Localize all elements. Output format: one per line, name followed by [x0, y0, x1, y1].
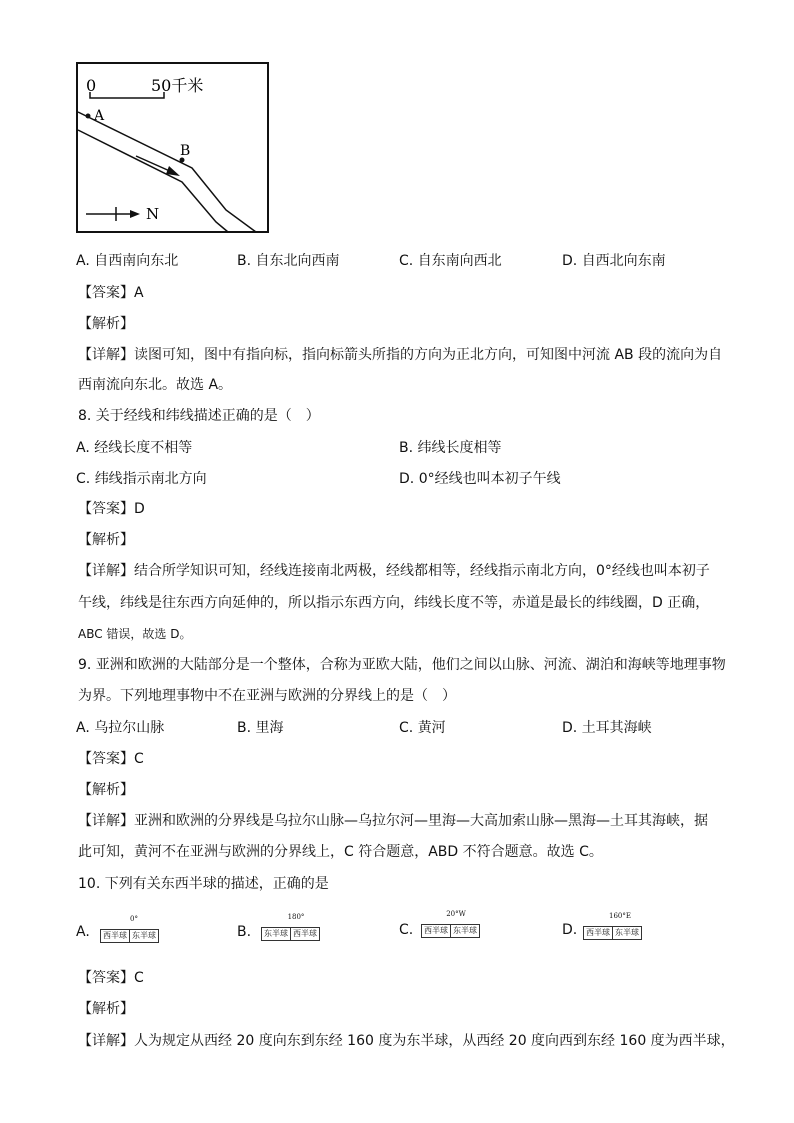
q7-analysis-heading: 【解析】: [78, 316, 134, 332]
q8-option-d-text: 0°经线也叫本初子午线: [418, 471, 561, 487]
q9-option-d: [562, 718, 652, 738]
q10-option-c-meridian: 20°W: [446, 910, 466, 918]
q8-option-a-text: 经线长度不相等: [94, 440, 193, 456]
q10-detail-line-1: 【详解】人为规定从西经 20 度向东到东经 160 度为东半球，从西经 20 度向西到东经 160 度为西半球，: [78, 1033, 735, 1049]
q10-option-b-meridian: 180°: [287, 913, 305, 921]
scale-max-value: 50: [151, 76, 172, 95]
q9-detail-line-2: 此可知，黄河不在亚洲与欧洲的分界线上，C 符合题意，ABD 不符合题意。故选 C。: [78, 844, 603, 860]
q9-option-b-letter: B.: [237, 720, 252, 736]
q7-option-a: [76, 251, 178, 271]
q10-option-a-letter: A.: [76, 924, 90, 940]
q10-option-a-cells: [100, 929, 159, 943]
q9-option-b-text: 里海: [255, 720, 284, 736]
q9-stem-line-1: 9. 亚洲和欧洲的大陆部分是一个整体，合称为亚欧大陆，他们之间以山脉、河流、湖泊和海峡等地理事物: [78, 657, 726, 673]
q7-detail-line-1: 【详解】读图可知，图中有指向标，指向标箭头所指的方向为正北方向，可知图中河流 AB 段的流向为自: [78, 347, 723, 363]
north-label: N: [146, 205, 160, 223]
q9-option-a-text: 乌拉尔山脉: [94, 720, 165, 736]
q9-option-a: [76, 718, 164, 738]
q8-option-c-text: 纬线指示南北方向: [94, 471, 207, 487]
q7-answer: 【答案】A: [78, 285, 144, 301]
q7-detail-line-2: 西南流向东北。故选 A。: [78, 377, 233, 393]
q10-option-c-letter: C.: [399, 922, 414, 938]
q8-option-b: [399, 438, 502, 458]
q10-option-a-meridian: 0°: [130, 915, 138, 923]
q7-option-a-letter: A.: [76, 253, 90, 269]
q7-option-b: [237, 251, 340, 271]
q10-option-d-meridian: 160°E: [609, 912, 631, 920]
q8-option-a: [76, 438, 192, 458]
q7-option-c-letter: C.: [399, 253, 414, 269]
q8-option-c: [76, 469, 207, 489]
q9-option-d-text: 土耳其海峡: [581, 720, 652, 736]
scale-zero-label: 0: [86, 76, 97, 95]
q8-option-c-letter: C.: [76, 471, 91, 487]
q10-option-a-diagram: [98, 915, 170, 947]
q9-option-a-letter: A.: [76, 720, 90, 736]
q7-option-d-letter: D.: [562, 253, 578, 269]
q9-answer: 【答案】C: [78, 751, 144, 767]
q7-option-b-letter: B.: [237, 253, 252, 269]
q9-detail-line-1: 【详解】亚洲和欧洲的分界线是乌拉尔山脉—乌拉尔河—里海—大高加索山脉—黑海—土耳其海峡，据: [78, 813, 708, 829]
q8-option-b-text: 纬线长度相等: [417, 440, 502, 456]
q7-option-b-text: 自东北向西南: [255, 253, 340, 269]
q10-option-a-right: 东半球: [129, 930, 158, 942]
q8-detail-line-3: ABC 错误，故选 D。: [78, 627, 192, 641]
q9-option-d-letter: D.: [562, 720, 578, 736]
q10-option-c-cells: [421, 924, 480, 938]
point-a-dot: [86, 114, 91, 119]
q8-option-d: [399, 469, 561, 489]
q9-option-c: [399, 718, 446, 738]
q10-option-b-diagram: [259, 913, 333, 945]
q10-option-b-letter: B.: [237, 924, 252, 940]
q10-option-d-right: 东半球: [612, 927, 641, 939]
q8-stem: 8. 关于经线和纬线描述正确的是（ ）: [78, 408, 320, 424]
q10-option-d-left: 西半球: [586, 928, 610, 937]
q10-option-b-right: 西半球: [290, 928, 319, 940]
q8-option-b-letter: B.: [399, 440, 414, 456]
q9-stem-line-2: 为界。下列地理事物中不在亚洲与欧洲的分界线上的是（ ）: [78, 688, 456, 704]
q8-detail-line-1: 【详解】结合所学知识可知，经线连接南北两极，经线都相等，经线指示南北方向，0°经线也叫本初子: [78, 563, 710, 579]
q9-option-b: [237, 718, 284, 738]
q7-option-d-text: 自西北向东南: [581, 253, 666, 269]
q10-option-b-left: 东半球: [264, 929, 288, 938]
q10-option-c-diagram: [419, 910, 493, 942]
river-map-figure: [76, 62, 270, 234]
q10-option-a-left: 西半球: [103, 931, 127, 940]
q10-option-c-right: 东半球: [450, 925, 479, 937]
scale-max-label: [151, 76, 203, 95]
point-a-label: A: [94, 108, 105, 124]
q10-option-d-cells: [583, 926, 642, 940]
scale-unit: 千米: [171, 76, 204, 95]
q7-option-d: [562, 251, 666, 271]
q8-detail-line-2: 午线，纬线是往东西方向延伸的，所以指示东西方向，纬线长度不等，赤道是最长的纬线圈，D 正确，: [78, 595, 710, 611]
q9-option-c-letter: C.: [399, 720, 414, 736]
q10-analysis-heading: 【解析】: [78, 1001, 134, 1017]
q7-option-c: [399, 251, 502, 271]
q10-option-b-cells: [261, 927, 320, 941]
q10-stem: 10. 下列有关东西半球的描述，正确的是: [78, 876, 329, 892]
q10-option-d-diagram: [581, 912, 655, 944]
point-b-label: B: [180, 143, 191, 159]
q8-analysis-heading: 【解析】: [78, 532, 134, 548]
q8-option-a-letter: A.: [76, 440, 90, 456]
q10-option-d-letter: D.: [562, 922, 578, 938]
q10-answer: 【答案】C: [78, 970, 144, 986]
q7-option-c-text: 自东南向西北: [417, 253, 502, 269]
q10-option-c-left: 西半球: [424, 926, 448, 935]
q9-analysis-heading: 【解析】: [78, 782, 134, 798]
q8-option-d-letter: D.: [399, 471, 415, 487]
q8-answer: 【答案】D: [78, 501, 145, 517]
q7-option-a-text: 自西南向东北: [94, 253, 179, 269]
q9-option-c-text: 黄河: [417, 720, 446, 736]
